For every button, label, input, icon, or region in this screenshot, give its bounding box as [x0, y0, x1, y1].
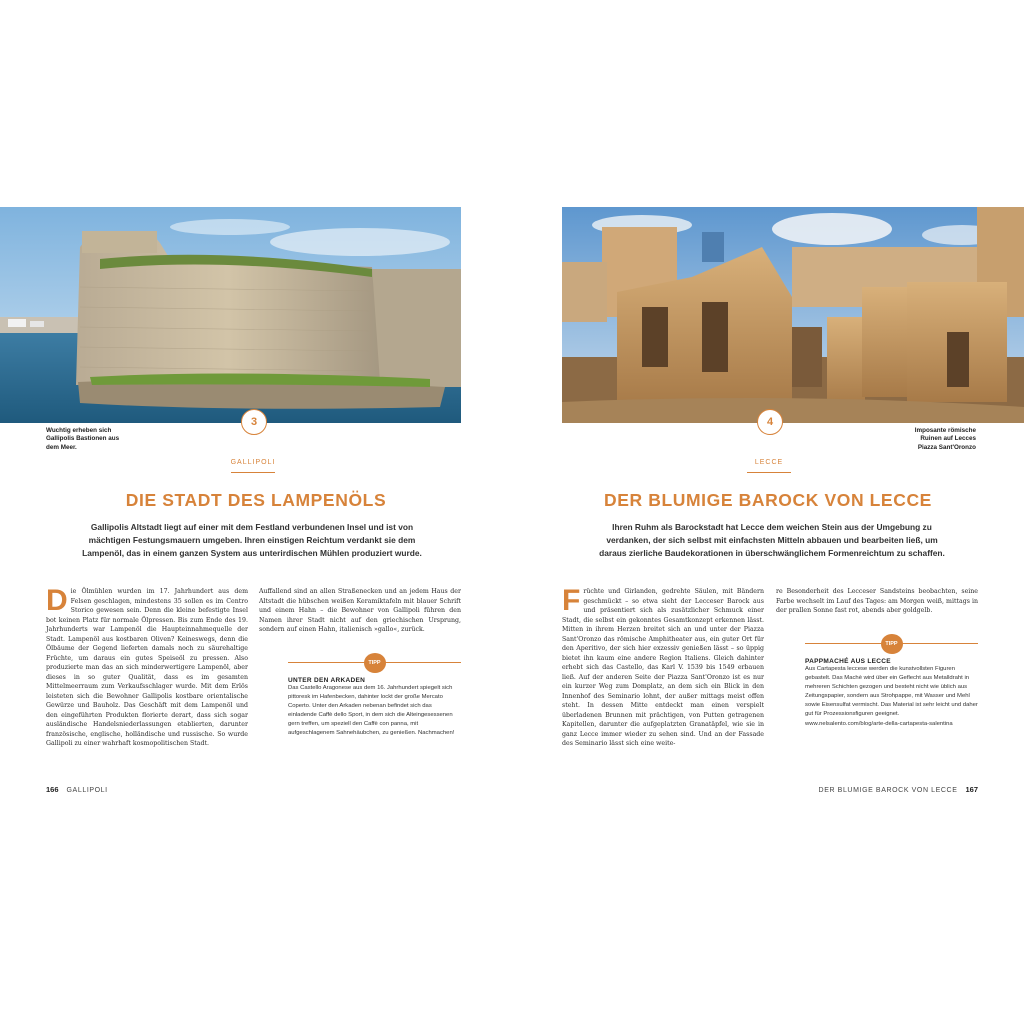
tip-text: Das Castello Aragonese aus dem 16. Jahrhundert spiegelt sich pittoresk im Hafenbecken, dahinter lockt der große Mercato Coperto. Unter den Arkaden nebenan befindet sich das einladende Caffè dello Sport, in dem sich die Alteingesessenen gern treffen, um speziell den Caffè con panna, mit aufgeschlagenem Sahnehäubchen, zu genießen. Nachmachen!: [288, 685, 455, 737]
drop-cap: D: [46, 584, 68, 617]
drop-cap: F: [562, 584, 581, 617]
tip-title: UNTER DEN ARKADEN: [288, 677, 366, 684]
right-page: [562, 207, 1024, 807]
lecce-ruins-photo: [562, 207, 1024, 423]
page-number: 166: [46, 785, 59, 794]
tip-text: Aus Cartapesta leccese werden die kunstvollsten Figuren gebastelt. Das Machè wird über ein Geflecht aus Metalldraht in mehreren Schichten gezogen und besteht nicht wie üblich aus Zeitungspapier, sondern aus Strohpappe, mit Wasser und Mehl sowie Eisensulfat vermischt. Das Material ist sehr leicht und daher gut für Prozessionsfiguren geeignet. www.nelsalento.com/blog/arte-della-cartapesta-salentina: [805, 666, 978, 727]
photo-caption: Wuchtig erheben sich Gallipolis Bastionen aus dem Meer.: [46, 427, 120, 451]
body-column-1: [562, 584, 764, 749]
body-text: rüchte und Girlanden, gedrehte Säulen, mit Bändern geschmückt – so etwa sieht der Lecceser Barock aus und präsentiert sich als zusätzlicher Schmuck einer Stadt, die selbst ein gekonntes Gesamtkonzept erkennen lässt. Mitten in ihrem Herzen breitet sich an und unter der Piazza Sant'Oronzo das römische Amphitheater aus, ein guter Ort für den Aperitivo, der sich hier exzessiv genießen lässt – so üppig bietet ihn kaum eine andere Region Italiens. Gleich dahinter erhebt sich das Castello, das Karl V. 1539 bis 1549 erbauen ließ. Auf der anderen Seite der Piazza Sant'Oronzo ist es nur ein kurzer Weg zum Domplatz, an dem sich ein Blick in den Innenhof des Seminario lohnt, der außer mittags meist offen steht. In dessen Mitte entdeckt man einen verspielt überladenen Brunnen mit prächtigen, von Putten getragenen Kapitellen, darunter die aufgeplatzten Granatäpfel, wie sie in ganz Lecce immer wieder zu sehen sind. Und an der Fassade des Seminario lässt sich eine weite-: [562, 588, 764, 747]
tip-title: PAPPMACHÉ AUS LECCE: [805, 658, 891, 665]
page-headline: DIE STADT DES LAMPENÖLS: [125, 490, 387, 510]
section-tag: GALLIPOLI: [224, 459, 282, 473]
page-footer: [46, 785, 108, 794]
page-headline: DER BLUMIGE BAROCK VON LECCE: [604, 490, 932, 510]
tip-box: [805, 643, 978, 729]
body-column-2: [776, 587, 978, 616]
body-column-1: [46, 584, 248, 749]
section-tag: LECCE: [737, 459, 801, 473]
tip-badge: TIPP: [881, 634, 903, 654]
page-footer: [819, 785, 978, 794]
stop-number-badge: 4: [757, 409, 783, 435]
photo-caption: Imposante römische Ruinen auf Lecces Piazza Sant'Oronzo: [914, 427, 976, 451]
body-text: ie Ölmühlen wurden im 17. Jahrhundert aus dem Felsen geschlagen, mindestens 35 sollen es im Centro Storico gewesen sein. Denn die kleine befestigte Insel bot keinen Platz für normale Ölpressen. Bis zum Ende des 19. Jahrhunderts war Lampenöl die Haupteinnahmequelle der Stadt. Lampenöl aus kostbaren Oliven? Keineswegs, denn die Ölbäume der Gegend lieferten damals noch zu säurehaltige Früchte, um daraus ein gutes Speiseöl zu pressen. Also produzierte man das an sich minderwertigere Lampenöl, aber dieses in so guter Qualität, dass es im gesamten Mittelmeerraum zum Verkaufsschlager wurde. Mit dem Erlös leisteten sich die Bewohner Gallipolis kostbare orientalische Gewürze und Bauholz. Das Geschäft mit dem Lampenöl und den eingeführten Produkten florierte derart, dass sich sogar ausländische Handelsniederlassungen etablierten, darunter französische, englische, holländische und russische. So wurde Gallipoli zu einer wahrhaft kosmopolitischen Stadt.: [46, 588, 248, 747]
body-text: Auffallend sind an allen Straßenecken und an jedem Haus der Altstadt die hübschen weißen Keramiktafeln mit blauer Schrift und einem Hahn – die Bewohner von Gallipoli führen den Namen ihrer Stadt nicht auf den griechischen Ursprung, sondern auf einen Hahn, italienisch »gallo«, zurück.: [259, 588, 461, 633]
castle-image: [0, 207, 461, 423]
gallipoli-castle-photo: [0, 207, 461, 423]
page-number: 167: [965, 785, 978, 794]
running-head: GALLIPOLI: [66, 787, 108, 794]
lead-paragraph: Gallipolis Altstadt liegt auf einer mit dem Festland verbundenen Insel und ist von mächtigen Festungsmauern umgeben. Ihren einstigen Reichtum verdankt sie dem Lampenöl, das in einem ganzen System aus unterirdischen Mühlen produziert wurde.: [82, 522, 422, 558]
tip-badge: TIPP: [364, 653, 386, 673]
ruins-image: [562, 207, 1024, 423]
tip-box: [288, 662, 461, 739]
left-page: [0, 207, 512, 807]
stop-number-badge: 3: [241, 409, 267, 435]
body-column-2: [259, 587, 461, 635]
lead-paragraph: Ihren Ruhm als Barockstadt hat Lecce dem weichen Stein aus der Umgebung zu verdanken, der sich selbst mit einfachsten Mitteln abbauen und bearbeiten ließ, um daraus zierliche Baudekorationen in überschwänglichem Formenreichtum zu schaffen.: [599, 522, 945, 558]
running-head: DER BLUMIGE BAROCK VON LECCE: [818, 787, 958, 794]
body-text: re Besonderheit des Lecceser Sandsteins beobachten, seine Farbe wechselt im Lauf des Tages: am Morgen weiß, mittags in der prallen Sonne fast rot, abends aber goldgelb.: [776, 588, 978, 614]
